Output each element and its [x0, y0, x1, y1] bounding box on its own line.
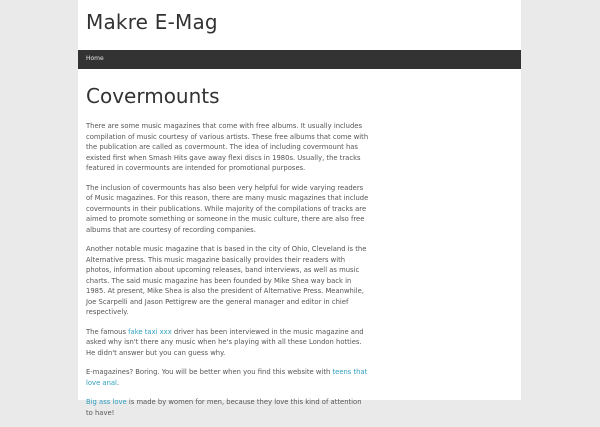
- fake-taxi-link[interactable]: fake taxi xxx: [128, 327, 172, 336]
- page-container: [78, 0, 521, 417]
- article-paragraph-6: [86, 397, 369, 418]
- article-paragraph-4: [86, 327, 369, 359]
- article-paragraph-3: Another notable music magazine that is based in the city of Ohio, Cleveland is the Alternative press. This music magazine basically provides their readers with photos, information about upcoming releases, band interviews, as well as music charts. The said music magazine has been founded by Mike Shea way back in 1985. At present, Mike Shea is also the president of Alternative Press. Meanwhile, Joe Scarpelli and Jason Pettigrew are the general manager and editor in chief respectively.: [86, 245, 367, 316]
- article: [86, 84, 369, 427]
- article-paragraph-2: The inclusion of covermounts has also been very helpful for wide varying readers of Music magazines. For this reason, there are many music magazines that include covermounts in their publications. While majority of the compilations of tracks are aimed to promote something or someone in the music culture, there are also free albums that are courtesy of recording companies.: [86, 183, 369, 234]
- teens-link[interactable]: teens that love anal: [86, 368, 368, 387]
- article-paragraph-5: [86, 367, 369, 388]
- main-navigation: [78, 50, 521, 69]
- page-title: Covermounts: [86, 84, 220, 108]
- site-title[interactable]: Makre E-Mag: [86, 10, 218, 34]
- paragraph-text: is made by women for men, because they love this kind of attention to have!: [86, 398, 362, 417]
- paragraph-text: .: [116, 378, 120, 387]
- big-ass-love-link[interactable]: Big ass love: [86, 398, 127, 406]
- paragraph-text: E-magazines? Boring. You will be better when you find this website with: [86, 368, 333, 376]
- nav-item-home[interactable]: Home: [86, 55, 104, 62]
- paragraph-text: The famous: [86, 327, 129, 336]
- article-paragraph-1: There are some music magazines that come with free albums. It usually includes compilation of music courtesy of various artists. These free albums that come with the publication are called as covermount. The idea of including covermount has existed first when Smash Hits gave away flexi discs in 1980s. Usually, the tracks featured in covermounts are intended for promotional purposes.: [86, 122, 369, 172]
- paragraph-text: driver has been interviewed in the music magazine and asked why isn't there any music when he's playing with all these London hotties. He didn't answer but you can guess why.: [86, 327, 364, 357]
